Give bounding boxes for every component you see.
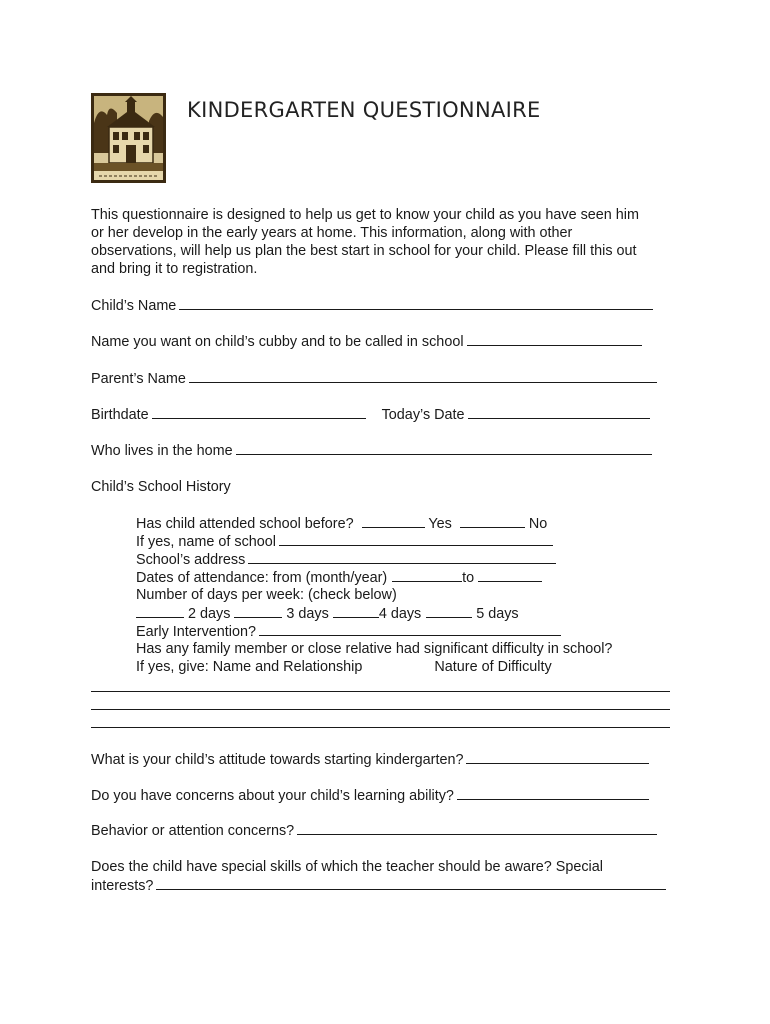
- days-4-checkbox[interactable]: [333, 604, 379, 618]
- if-yes-give-row: [136, 658, 552, 676]
- intro-line: observations, will help us plan the best start in school for your child. Please fill this out: [91, 243, 637, 259]
- birthdate-row: [91, 405, 650, 424]
- birthdate-label: Birthdate: [91, 407, 149, 423]
- attended-row: [136, 514, 547, 533]
- school-history-heading: Child’s School History: [91, 479, 231, 495]
- childs-name-label: Child’s Name: [91, 298, 177, 314]
- behavior-row: [91, 821, 657, 840]
- dates-from-field[interactable]: [392, 568, 462, 582]
- todays-date-field[interactable]: [468, 405, 650, 419]
- learning-row: [91, 786, 649, 805]
- days-per-week-label: Number of days per week: (check below): [136, 587, 397, 603]
- attended-label: Has child attended school before?: [136, 516, 354, 532]
- who-lives-field[interactable]: [236, 441, 652, 455]
- intro-line: or her develop in the early years at home. This information, along with other: [91, 225, 573, 241]
- nature-of-difficulty-label: Nature of Difficulty: [434, 659, 552, 675]
- cubby-name-row: [91, 332, 642, 351]
- school-name-row: [136, 532, 553, 551]
- difficulty-answer-line-1[interactable]: [91, 691, 670, 692]
- childs-name-row: [91, 296, 653, 315]
- family-difficulty-label: Has any family member or close relative had significant difficulty in school?: [136, 641, 613, 657]
- early-intervention-field[interactable]: [259, 622, 561, 636]
- days-2-label: 2 days: [188, 606, 231, 622]
- who-lives-row: [91, 441, 652, 460]
- special-interests-label: interests?: [91, 878, 154, 894]
- cubby-name-field[interactable]: [467, 332, 642, 346]
- days-5-checkbox[interactable]: [426, 604, 472, 618]
- dates-attendance-row: [136, 568, 542, 587]
- yes-label: Yes: [428, 516, 452, 532]
- to-label: to: [462, 570, 475, 586]
- attitude-field[interactable]: [466, 750, 649, 764]
- intro-line: and bring it to registration.: [91, 261, 258, 277]
- parents-name-row: [91, 369, 657, 388]
- days-options-row: [136, 604, 519, 623]
- todays-date-label: Today’s Date: [381, 407, 465, 423]
- days-4-label: 4 days: [378, 606, 422, 622]
- childs-name-field[interactable]: [179, 296, 653, 310]
- parents-name-field[interactable]: [189, 369, 657, 383]
- difficulty-answer-line-2[interactable]: [91, 709, 670, 710]
- special-interests-field[interactable]: [156, 876, 666, 890]
- behavior-label: Behavior or attention concerns?: [91, 823, 295, 839]
- days-2-checkbox[interactable]: [136, 604, 184, 618]
- cubby-name-label: Name you want on child’s cubby and to be called in school: [91, 334, 464, 350]
- dates-to-field[interactable]: [478, 568, 542, 582]
- school-address-row: [136, 550, 556, 569]
- attended-yes-field[interactable]: [362, 514, 425, 528]
- behavior-field[interactable]: [297, 821, 657, 835]
- attended-no-field[interactable]: [460, 514, 525, 528]
- special-interests-row: [91, 876, 666, 895]
- page-title: KINDERGARTEN QUESTIONNAIRE: [187, 98, 541, 122]
- parents-name-label: Parent’s Name: [91, 371, 186, 387]
- special-skills-label: Does the child have special skills of which the teacher should be aware? Special: [91, 859, 603, 875]
- early-intervention-label: Early Intervention?: [136, 624, 256, 640]
- intro-paragraph: [91, 206, 681, 278]
- schoolhouse-woodcut-icon: [91, 93, 166, 183]
- school-address-label: School’s address: [136, 552, 246, 568]
- days-5-label: 5 days: [476, 606, 519, 622]
- if-yes-give-label: If yes, give: Name and Relationship: [136, 659, 363, 675]
- days-3-label: 3 days: [286, 606, 329, 622]
- days-3-checkbox[interactable]: [234, 604, 282, 618]
- birthdate-field[interactable]: [152, 405, 366, 419]
- learning-label: Do you have concerns about your child’s learning ability?: [91, 788, 454, 804]
- school-address-field[interactable]: [248, 550, 556, 564]
- school-name-label: If yes, name of school: [136, 534, 276, 550]
- intro-line: This questionnaire is designed to help us get to know your child as you have seen him: [91, 207, 639, 223]
- dates-attendance-label: Dates of attendance: from (month/year): [136, 570, 388, 586]
- early-intervention-row: [136, 622, 561, 641]
- attitude-row: [91, 750, 649, 769]
- attitude-label: What is your child’s attitude towards starting kindergarten?: [91, 752, 464, 768]
- no-label: No: [528, 516, 548, 532]
- school-name-field[interactable]: [279, 532, 553, 546]
- learning-field[interactable]: [457, 786, 649, 800]
- who-lives-label: Who lives in the home: [91, 443, 233, 459]
- difficulty-answer-line-3[interactable]: [91, 727, 670, 728]
